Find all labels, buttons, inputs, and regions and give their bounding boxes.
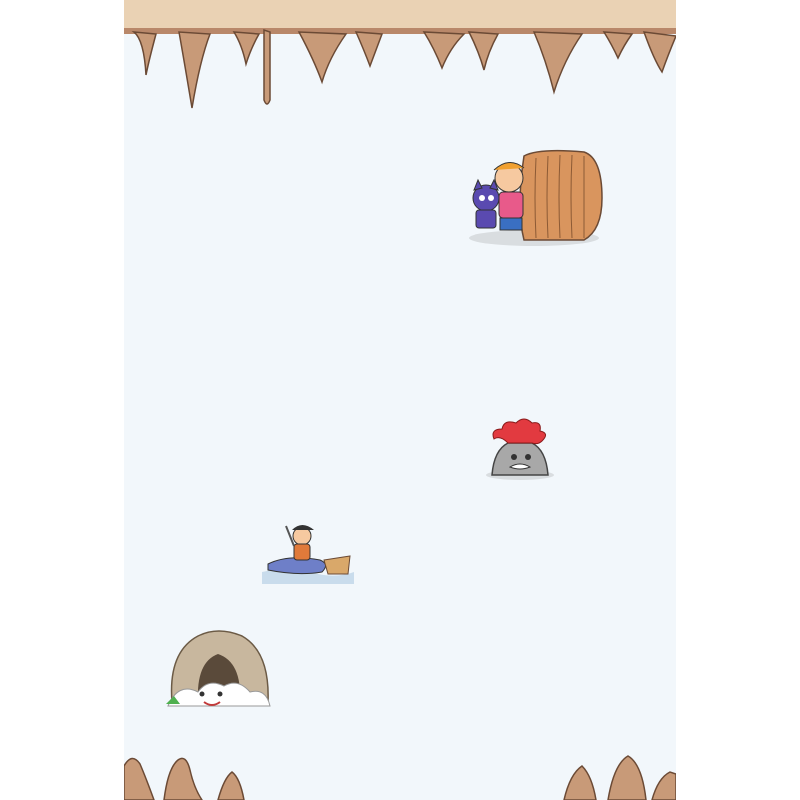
stalagmite-floor-illustration [124, 748, 676, 800]
book-page [124, 0, 676, 800]
cave-cloud-creature-illustration [158, 622, 278, 722]
pirate-dolphin-illustration [258, 516, 358, 586]
kids-curtain-illustration [464, 148, 614, 248]
stalactite-ceiling-illustration [124, 0, 676, 120]
volcano-creature-illustration [480, 415, 560, 485]
